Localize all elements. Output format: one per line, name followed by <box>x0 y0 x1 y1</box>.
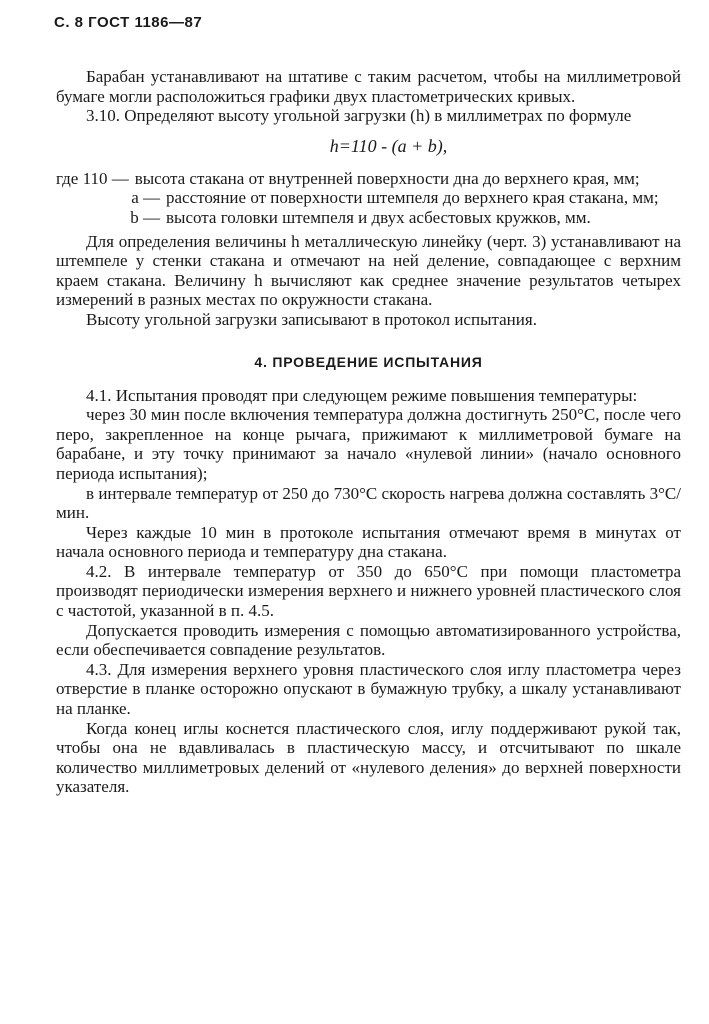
formula-h: h=110 - (a + b), <box>329 135 448 156</box>
definition-symbol: a — <box>131 188 160 208</box>
paragraph-3-10: 3.10. Определяют высоту угольной загрузки (h) в миллиметрах по формуле <box>86 106 632 126</box>
definition-a <box>56 188 681 208</box>
definition-110 <box>56 169 681 189</box>
section-title: 4. ПРОВЕДЕНИЕ ИСПЫТАНИЯ <box>254 353 483 370</box>
paragraph-4-2: 4.2. В интервале температур от 350 до 650°С при помощи пластометра производят периодически измерения верхнего и нижнего уровней пластического слоя с частотой, указанной в п. 4.5. <box>56 561 681 621</box>
paragraph-record: Высоту угольной загрузки записывают в протокол испытания. <box>86 309 537 329</box>
paragraph-4-1-a: через 30 мин после включения температура должна достигнуть 250°С, после чего перо, закрепленное на конце рычага, прижимают к миллиметровой бумаге на барабане, и эту точку принимают за начало «нулевой линии» (начало основного периода испытания); <box>56 405 681 483</box>
paragraph-4-3-a: Когда конец иглы коснется пластического слоя, иглу поддерживают рукой так, чтобы она не вдавливалась в пластическую массу, и отсчитывают по шкале количество миллиметровых делений от «нулевого деления» до верхней поверхности указателя. <box>56 718 681 797</box>
definition-symbol: b — <box>130 207 160 227</box>
paragraph-4-1-b: в интервале температур от 250 до 730°С скорость нагрева должна составлять 3°С/мин. <box>56 483 681 523</box>
formula-definitions <box>56 169 681 228</box>
paragraph-drum: Барабан устанавливают на штативе с таким расчетом, чтобы на миллиметровой бумаге могли расположиться графики двух пластометрических кривых. <box>56 67 681 106</box>
paragraph-ruler: Для определения величины h металлическую линейку (черт. 3) устанавливают на штемпеле у стенки стакана и отмечают на ней деление, совпадающее с верхним краем стакана. Величину h вычисляют как среднее значение результатов четырех измерений в разных местах по окружности стакана. <box>56 231 681 310</box>
paragraph-4-1: 4.1. Испытания проводят при следующем режиме повышения температуры: <box>86 385 638 405</box>
definition-symbol: где 110 — <box>56 168 129 188</box>
definition-text: расстояние от поверхности штемпеля до верхнего края стакана, мм; <box>166 188 659 208</box>
definition-text: высота стакана от внутренней поверхности дна до верхнего края, мм; <box>134 168 640 188</box>
paragraph-4-3: 4.3. Для измерения верхнего уровня пластического слоя иглу пластометра через отверстие в планке осторожно опускают в бумажную трубку, а шкалу устанавливают на планке. <box>56 659 681 719</box>
definition-b <box>56 208 681 228</box>
running-head: С. 8 ГОСТ 1186—87 <box>54 14 203 31</box>
definition-text: высота головки штемпеля и двух асбестовых кружков, мм. <box>166 207 591 227</box>
paragraph-4-2-a: Допускается проводить измерения с помощью автоматизированного устройства, если обеспечивается совпадение результатов. <box>56 620 681 660</box>
paragraph-4-1-c: Через каждые 10 мин в протоколе испытания отмечают время в минутах от начала основного периода и температуру дна стакана. <box>56 522 681 562</box>
